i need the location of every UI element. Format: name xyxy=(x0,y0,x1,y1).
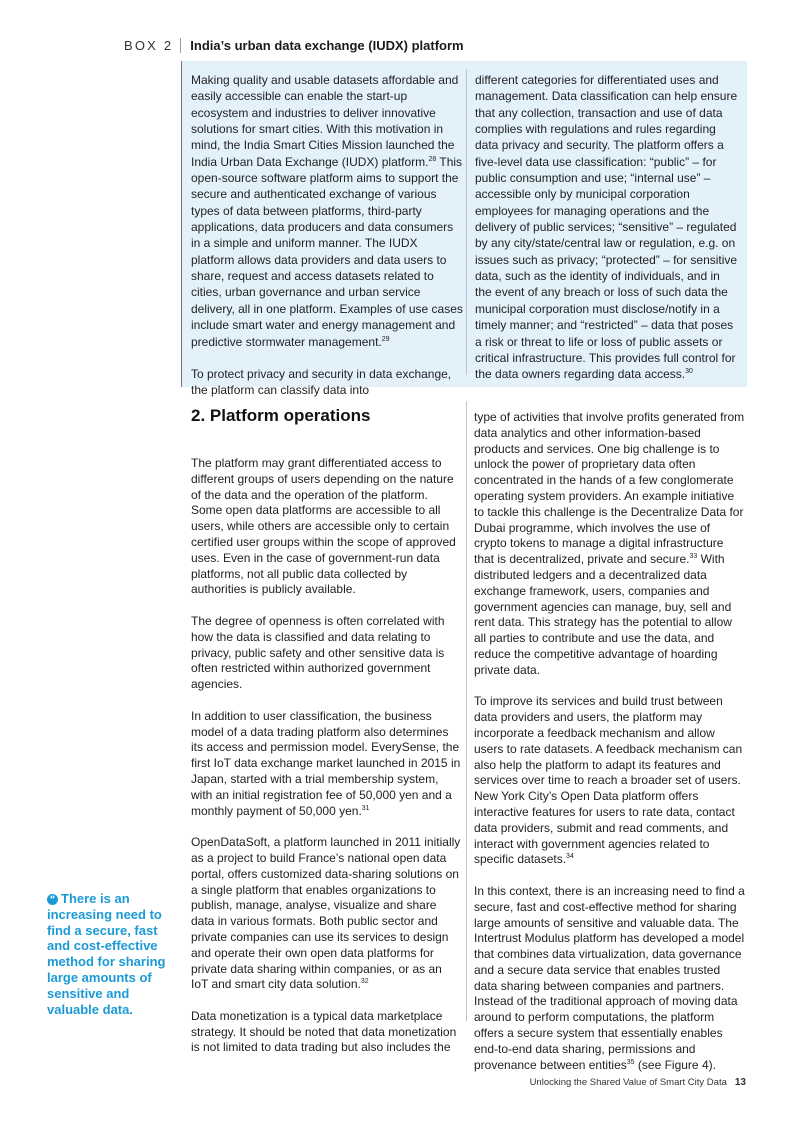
page-number: 13 xyxy=(734,1077,746,1088)
pull-quote xyxy=(47,891,169,1017)
body-paragraph: In addition to user classification, the business model of a data trading platform also determines its access and permission model. EverySense, the first IoT data exchange market launched in 2015 in Japan, started with a trial membership system, with an initial registration fee of 50,000 yen and a monthly payment of 50,000 yen.$^{31}$ xyxy=(191,708,461,818)
box-header-divider xyxy=(180,38,181,53)
box-left-column xyxy=(191,72,463,399)
footnote-ref: 29 xyxy=(381,335,390,343)
section-title: 2. Platform operations xyxy=(191,406,371,425)
main-left-column xyxy=(191,456,461,1056)
body-paragraph: In this context, there is an increasing need to find a secure, fast and cost-effective method for sharing large amounts of sensitive and valuable data. The Intertrust Modulus platform has developed a model that combines data virtualization, data governance and a secure data service that enables trusted data sharing between companies and partners. Instead of the traditional approach of moving data around to perform computations, the platform offers a secure system that essentially enables end-to-end data sharing, permissions and provenance between entities$^{35}$ (see Figure 4). xyxy=(474,883,745,1072)
box-right-column xyxy=(475,72,739,383)
main-right-column xyxy=(474,410,746,1073)
box-paragraph: different categories for differentiated uses and management. Data classification can help ensure that any collection, transaction and use of data complies with regulations and rules regarding data privacy and security. The platform offers a five-level data use classification: “public” – for public consumption and use; “internal use” – accessible only by municipal corporation employees for managing operations and the delivery of public services; “sensitive” – regulated by any city/state/central law or regulation, e.g. on issues such as privacy; “protected” – for sensitive data, such as the identity of individuals, and in the event of any breach or loss of such data the municipal corporation must disclose/notify in a timely manner; and “restricted” – data that poses a risk or threat to life or loss of public assets or critical infrastructure. This provides full control for the data owners regarding data access.$^{30}$ xyxy=(475,73,738,382)
box-label: BOX 2 xyxy=(124,37,174,53)
box-paragraph: Making quality and usable datasets affordable and easily accessible can enable the start-up ecosystem and industries to deliver innovative solutions for smart cities. With this motivation in mind, the India Smart Cities Mission launched the India Urban Data Exchange (IUDX) platform.$^{28}$ This open-source software platform aims to support the secure and authenticated exchange of various types of data between platforms, third-party applications, data producers and data consumers in a simple and uniform manner. The IUDX platform allows data providers and data users to share, request and access datasets related to cities, urban governance and urban service delivery, all in one platform. Examples of use cases include smart water and energy management and predictive stormwater management.$^{29}$ xyxy=(191,73,463,349)
body-paragraph: The platform may grant differentiated access to different groups of users depending on the nature of the data and the operation of the platform. Some open data platforms are accessible to all users, while others are accessible only to certain certified user groups within the scope of approved uses. Even in the case of government-run data platforms, not all public data collected by authorities is publicly available. xyxy=(191,456,456,597)
page-footer xyxy=(530,1077,746,1088)
body-paragraph: The degree of openness is often correlated with how the data is classified and data relating to privacy, public safety and other sensitive data is often restricted within authorized government agencies. xyxy=(191,613,445,692)
footnote-ref: 35 xyxy=(626,1058,635,1066)
footnote-ref: 32 xyxy=(360,978,369,986)
body-paragraph: Data monetization is a typical data marketplace strategy. It should be noted that data monetization is not limited to data trading but also includes the xyxy=(191,1008,457,1055)
body-paragraph: OpenDataSoft, a platform launched in 2011 initially as a project to build France’s national open data portal, offers customized data-sharing solutions on a single platform that enables organizations to publish, manage, analyse, visualize and share data in various formats. Both public sector and private companies can use its services to design and operate their own open data platforms for private data sharing within companies, or as an IoT and smart city data solution.$^{32}$ xyxy=(191,835,461,992)
footnote-ref: 31 xyxy=(361,804,370,812)
box-header xyxy=(124,37,464,53)
footnote-ref: 33 xyxy=(689,553,698,561)
quote-icon: “ xyxy=(47,894,58,905)
body-paragraph: To improve its services and build trust between data providers and users, the platform may incorporate a feedback mechanism and allow users to rate datasets. A feedback mechanism can also help the platform to adapt its features and services over time to reach a broader set of users. New York City’s Open Data platform offers interactive features for users to rate data, contact data providers, submit and read comments, and interact with government agencies related to specific datasets.$^{34}$ xyxy=(474,694,743,867)
footer-title: Unlocking the Shared Value of Smart City Data xyxy=(529,1077,727,1088)
box-paragraph: To protect privacy and security in data exchange, the platform can classify data into xyxy=(191,366,452,398)
footnote-ref: 34 xyxy=(566,853,574,861)
footnote-ref: 30 xyxy=(685,368,693,376)
pull-quote-text: There is an increasing need to find a secure, fast and cost-effective method for sharing large amounts of sensitive and valuable data. xyxy=(47,891,166,1017)
footnote-ref: 28 xyxy=(428,155,437,163)
box-title: India’s urban data exchange (IUDX) platform xyxy=(190,37,464,53)
box-column-divider xyxy=(466,69,467,375)
box-panel xyxy=(181,61,747,398)
body-paragraph: type of activities that involve profits generated from data analytics and other information-based products and services. One big challenge is to unlock the power of proprietary data often concentrated in the hands of a few conglomerate operating system providers. An example initiative to tackle this challenge is the Decentralize Data for Dubai programme, which involves the use of crypto tokens to manage a digital infrastructure that is decentralized, private and secure.$^{33}$ With distributed ledgers and a decentralized data exchange framework, users, companies and government agencies can manage, buy, sell and rent data. This strategy has the potential to allow all parties to contribute and use the data, and reduce the competitive advantage of hoarding private data. xyxy=(474,410,745,677)
column-divider xyxy=(466,401,467,1021)
